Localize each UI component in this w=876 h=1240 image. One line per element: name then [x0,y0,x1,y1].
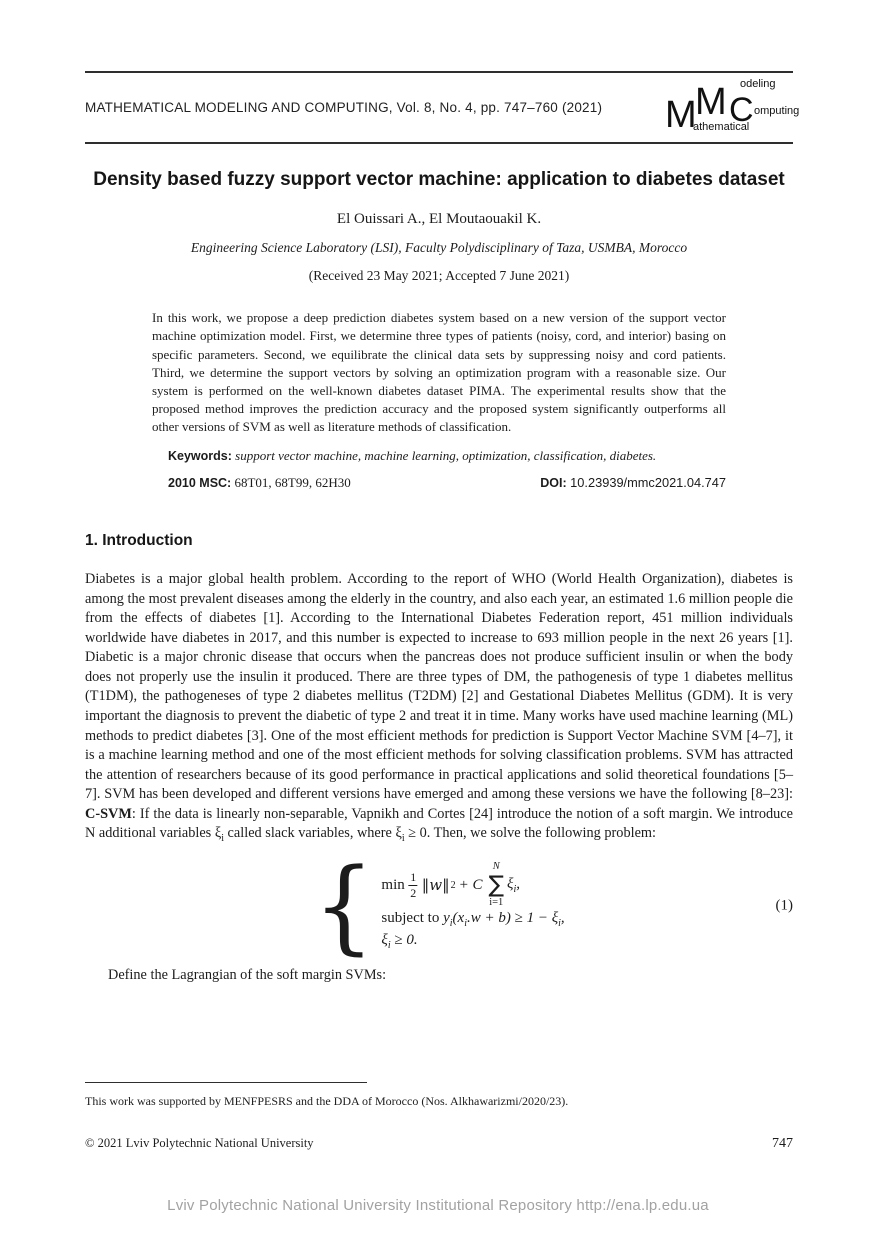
logo-word-modeling: odeling [740,77,776,90]
mmc-journal-logo-icon [665,77,800,138]
page-footer [85,1136,793,1152]
repository-banner: Lviv Polytechnic National University Institutional Repository http://ena.lp.edu.ua [167,1197,709,1214]
msc-doi-row [152,475,726,491]
eq-sum-operator [489,862,505,908]
introduction-text-part1: Diabetes is a major global health problem. According to the report of WHO (World Health Organization), diabetes is among the most prevalent diseases among the elderly in the country, and also each year, an estimated 1.6 million people die from the effects of diabetes [1]. According to the International Diabetes Federation report, 451 million individuals worldwide have diabetes in 2017, and this number is expected to increase to 693 million people in the next 26 years [1]. Diabetic is a major chronic disease that occurs when the pancreas does not produce sufficient insulin or when the body does not properly use the insulin it produced. There are three types of DM, the pathogenesis of type 1 diabetes mellitus (T1DM), the pathogeneses of type 2 diabetes mellitus (T2DM) [2] and Gestational Diabetes Mellitus (GDM). It is very important the diagnosis to prevent the diabetic of type 2 and treat it in time. Many works have used machine learning (ML) methods to predict diabetes [3]. One of the most efficient methods for prediction is Support Vector Machine SVM [4–7], it is a machine learning method and one of the most efficient methods for solving classification problems. SVM has attracted the attention of researchers because of its good performance in practical applications and solid theoretical foundations [5–7]. SVM has been developed and different versions have emerged and among these versions we have the following [8–23]: [85,570,793,803]
msc-entry [152,475,351,491]
affiliation-line: Engineering Science Laboratory (LSI), Faculty Polydisciplinary of Taza, USMBA, Morocco [190,240,688,256]
eq-constraint-math: $y_i(x_i.w + b) \ge 1 - \xi_i$, [443,910,565,929]
eq-min: min [381,876,405,893]
doi-entry [540,475,726,491]
abstract-text: In this work, we propose a deep prediction diabetes system based on a new version of the support vector machine optimization model. First, we determine three types of patients (noisy, cord, and interior) basing on specific parameters. Second, we equilibrate the clinical data sets by suppressing noisy and cord patients. Third, we determine the support vectors by solving an optimization program with a reasonable size. Our system is performed on the well-known diabetes dataset PIMA. The experimental results show that the proposed method improves the prediction accuracy and the proposed system significantly outperforms all other versions of SVM as well as literature methods of classification. [152,310,726,435]
doi-label: DOI: [540,475,567,490]
logo-word-computing: omputing [754,104,800,117]
eq-sum-upper-limit: N [492,861,500,872]
eq-sum-lower-limit: i=1 [489,896,504,908]
logo-letter-m1: M [665,93,697,136]
paper-title: Density based fuzzy support vector machine: application to diabetes dataset [93,169,785,190]
eq-frac-numerator: 1 [410,869,417,884]
page-number: 747 [772,1136,793,1151]
eq-subject-to: subject to [381,910,444,926]
logo-letter-m2: M [695,80,727,123]
logo-word-mathematical: athematical [693,120,750,133]
footnote-block [85,1082,793,1109]
received-accepted-line: (Received 23 May 2021; Accepted 7 June 2021) [308,268,570,284]
eq-plus-c: + C [458,876,483,893]
equation-number: (1) [775,897,793,914]
eq-norm-exponent: 2 [450,879,456,891]
doi-value: 10.23939/mmc2021.04.747 [566,474,726,490]
logo-letter-c: C [729,90,754,129]
msc-label: 2010 MSC: [168,475,232,490]
keywords-label: Keywords: [168,449,232,464]
msc-value: 68T01, 68T99, 62H30 [231,474,351,490]
footnote-rule [85,1082,367,1083]
csvm-term: C-SVM [85,805,132,822]
copyright-line: © 2021 Lviv Polytechnic National University [85,1136,314,1150]
keywords-line [152,447,726,466]
equation-left-brace: { [313,846,375,966]
keywords-value: support vector machine, machine learning, optimization, classification, diabetes. [231,448,657,464]
eq-sum-term: $\xi_i$, [507,875,520,895]
page-content [85,71,800,984]
equation-line-constraint [381,910,564,929]
eq-frac-denominator: 2 [410,885,417,900]
section-heading-introduction: 1. Introduction [85,531,193,549]
journal-title-line: MATHEMATICAL MODELING AND COMPUTING, Vol. 8, No. 4, pp. 747–760 (2021) [85,100,603,115]
journal-header [85,71,800,144]
funding-footnote: This work was supported by MENFPESRS and the DDA of Morocco (Nos. Alkhawarizmi/2020/23). [85,1094,569,1108]
introduction-text-part2: : If the data is linearly non-separable, Vapnikh and Cortes [24] introduce the notion of a soft margin. We introduce N additional variables $\xi_i$ called slack variables, where $\xi_i \ge 0$. Then, we solve the following problem: [85,805,793,845]
equation-line-nonnegativity: $\xi_i \ge 0$. [381,932,418,951]
sigma-sum-icon: ∑ [488,871,504,898]
authors-line: El Ouissari A., El Moutaouakil K. [336,211,542,228]
define-lagrangian-line: Define the Lagrangian of the soft margin SVMs: [108,967,387,983]
equation-body [313,846,565,966]
equation-lines [381,861,564,951]
eq-fraction-one-half [409,871,418,899]
eq-norm-w: ‖w‖ [421,876,450,894]
equation-1 [85,846,793,966]
introduction-paragraph [85,570,793,846]
equation-line-objective [381,861,520,909]
